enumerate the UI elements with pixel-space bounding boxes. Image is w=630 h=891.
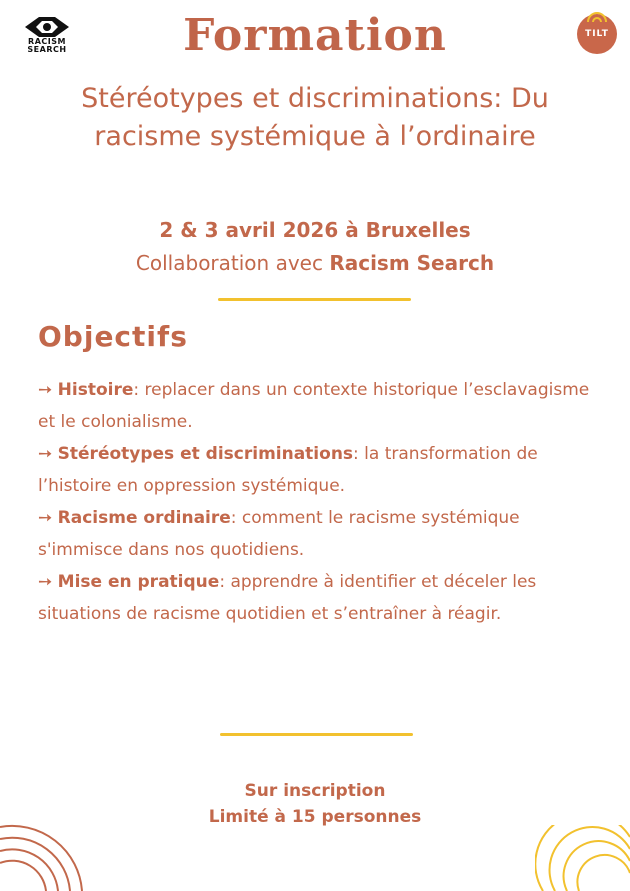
- capacity-line: Limité à 15 personnes: [208, 807, 422, 827]
- decorative-arcs-right-icon: [535, 825, 630, 891]
- divider-bottom: [220, 733, 413, 736]
- objective-text: : la transformation de l’histoire en oppression systémique.: [38, 444, 538, 496]
- logo-text-search: SEARCH: [27, 45, 67, 54]
- objective-term: Histoire: [57, 380, 134, 400]
- objectives-list: [38, 374, 598, 630]
- objective-item: [38, 374, 598, 438]
- arrow-icon: ➙: [38, 508, 58, 528]
- objectives-heading: Objectifs: [38, 320, 188, 353]
- arrow-icon: ➙: [38, 572, 58, 592]
- objective-text: : apprendre à identifier et déceler les situations de racisme quotidien et s’entraîner à réagir.: [38, 572, 537, 624]
- collaboration-prefix: Collaboration avec: [135, 251, 330, 275]
- objective-text: : comment le racisme systémique s'immisce dans nos quotidiens.: [38, 508, 520, 560]
- objective-item: [38, 502, 598, 566]
- page-subtitle: Stéréotypes et discriminations: Du racisme systémique à l’ordinaire: [81, 83, 549, 152]
- divider-top: [218, 298, 411, 301]
- logo-text-racism: RACISM: [28, 37, 66, 46]
- objective-text: : replacer dans un contexte historique l’esclavagisme et le colonialisme.: [38, 380, 590, 432]
- objective-term: Racisme ordinaire: [57, 508, 231, 528]
- decorative-arcs-left-icon: [0, 815, 95, 891]
- collaboration-partner: Racism Search: [329, 251, 495, 275]
- objective-item: [38, 566, 598, 630]
- arrow-icon: ➙: [38, 444, 58, 464]
- objective-term: Stéréotypes et discriminations: [57, 444, 354, 464]
- page-title: Formation: [183, 10, 447, 61]
- registration-line: Sur inscription: [244, 781, 386, 801]
- arrow-icon: ➙: [38, 380, 58, 400]
- objective-item: [38, 438, 598, 502]
- collaboration-line: [0, 251, 630, 275]
- tilt-logo-text: TILT: [577, 14, 617, 54]
- objective-term: Mise en pratique: [57, 572, 220, 592]
- event-date-location: 2 & 3 avril 2026 à Bruxelles: [159, 218, 471, 242]
